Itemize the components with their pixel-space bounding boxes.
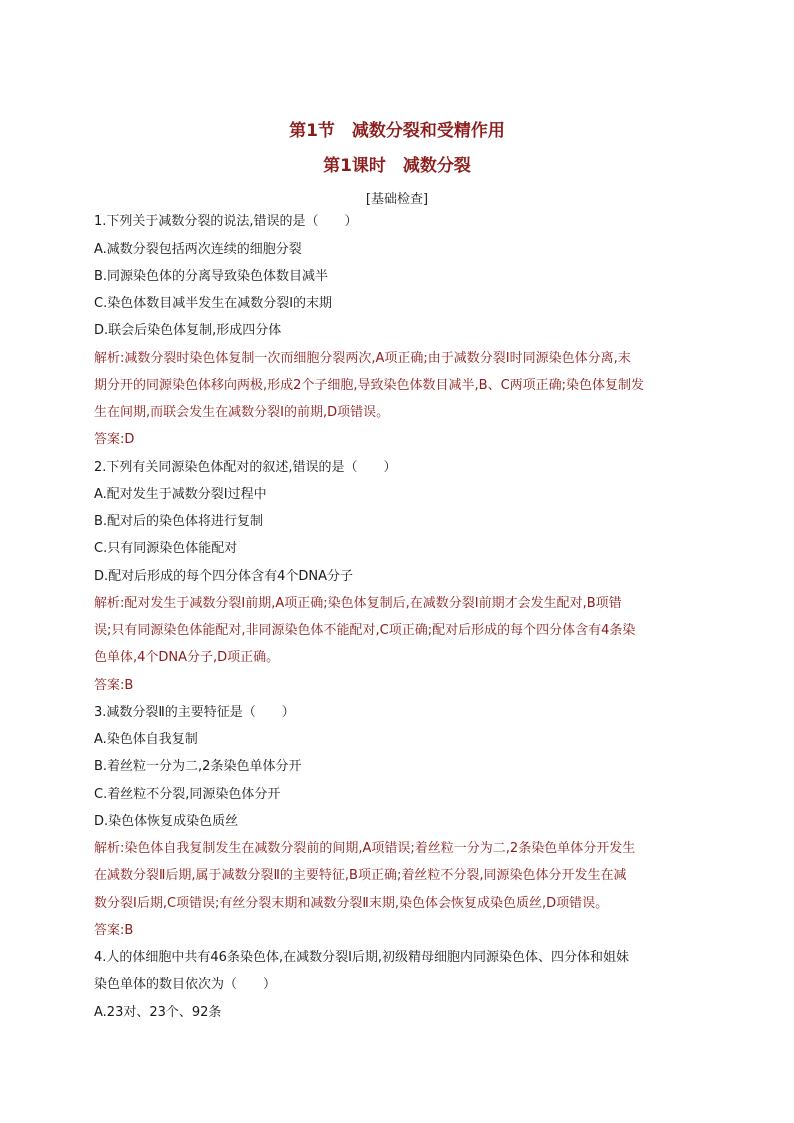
q3-analysis-line-2: 在减数分裂Ⅱ后期,属于减数分裂Ⅱ的主要特征,B项正确;着丝粒不分裂,同源染色体分开发生在减	[94, 868, 627, 883]
q4-stem-line-2: 染色单体的数目依次为（ ）	[94, 977, 277, 992]
q2-analysis-line-3: 色单体,4个DNA分子,D项正确。	[94, 650, 280, 665]
q2-answer: 答案:B	[94, 678, 134, 693]
q1-option-a: A.减数分裂包括两次连续的细胞分裂	[94, 242, 302, 257]
q3-option-a: A.染色体自我复制	[94, 732, 198, 747]
q3-option-c: C.着丝粒不分裂,同源染色体分开	[94, 787, 281, 802]
q3-option-d: D.染色体恢复成染色质丝	[94, 814, 239, 829]
q1-answer: 答案:D	[94, 432, 135, 447]
section-title: 第1节 减数分裂和受精作用	[289, 121, 505, 141]
q2-option-c: C.只有同源染色体能配对	[94, 541, 238, 556]
q1-analysis-line-2: 期分开的同源染色体移向两极,形成2个子细胞,导致染色体数目减半,B、C两项正确;染色体复制发	[94, 378, 645, 393]
q1-analysis-line-1: 解析:减数分裂时染色体复制一次而细胞分裂两次,A项正确;由于减数分裂Ⅰ时同源染色体分离,末	[94, 351, 631, 366]
q2-option-a: A.配对发生于减数分裂Ⅰ过程中	[94, 487, 267, 502]
q3-option-b: B.着丝粒一分为二,2条染色单体分开	[94, 759, 302, 774]
q1-option-b: B.同源染色体的分离导致染色体数目减半	[94, 269, 329, 284]
lesson-title: 第1课时 减数分裂	[323, 156, 471, 176]
q2-stem: 2.下列有关同源染色体配对的叙述,错误的是（ ）	[94, 460, 397, 475]
q1-option-c: C.染色体数目减半发生在减数分裂Ⅰ的末期	[94, 296, 333, 311]
q3-stem: 3.减数分裂Ⅱ的主要特征是（ ）	[94, 705, 295, 720]
q3-analysis-line-1: 解析:染色体自我复制发生在减数分裂前的间期,A项错误;着丝粒一分为二,2条染色单体分开发生	[94, 841, 636, 856]
section-tag: [基础检查]	[365, 192, 429, 207]
q2-analysis-line-2: 误;只有同源染色体能配对,非同源染色体不能配对,C项正确;配对后形成的每个四分体含有4条染	[94, 623, 636, 638]
q1-option-d: D.联会后染色体复制,形成四分体	[94, 323, 282, 338]
q4-option-a: A.23对、23个、92条	[94, 1005, 222, 1020]
q2-option-d: D.配对后形成的每个四分体含有4个DNA分子	[94, 569, 354, 584]
q4-stem-line-1: 4.人的体细胞中共有46条染色体,在减数分裂Ⅰ后期,初级精母细胞内同源染色体、四分体和姐妹	[94, 950, 630, 965]
q3-answer: 答案:B	[94, 923, 134, 938]
q1-stem: 1.下列关于减数分裂的说法,错误的是（ ）	[94, 214, 358, 229]
q3-analysis-line-3: 数分裂Ⅰ后期,C项错误;有丝分裂末期和减数分裂Ⅱ末期,染色体会恢复成染色质丝,D项错误。	[94, 896, 609, 911]
q2-analysis-line-1: 解析:配对发生于减数分裂Ⅰ前期,A项正确;染色体复制后,在减数分裂Ⅰ前期才会发生配对,B项错	[94, 596, 622, 611]
q1-analysis-line-3: 生在间期,而联会发生在减数分裂Ⅰ的前期,D项错误。	[94, 405, 390, 420]
q2-option-b: B.配对后的染色体将进行复制	[94, 514, 264, 529]
